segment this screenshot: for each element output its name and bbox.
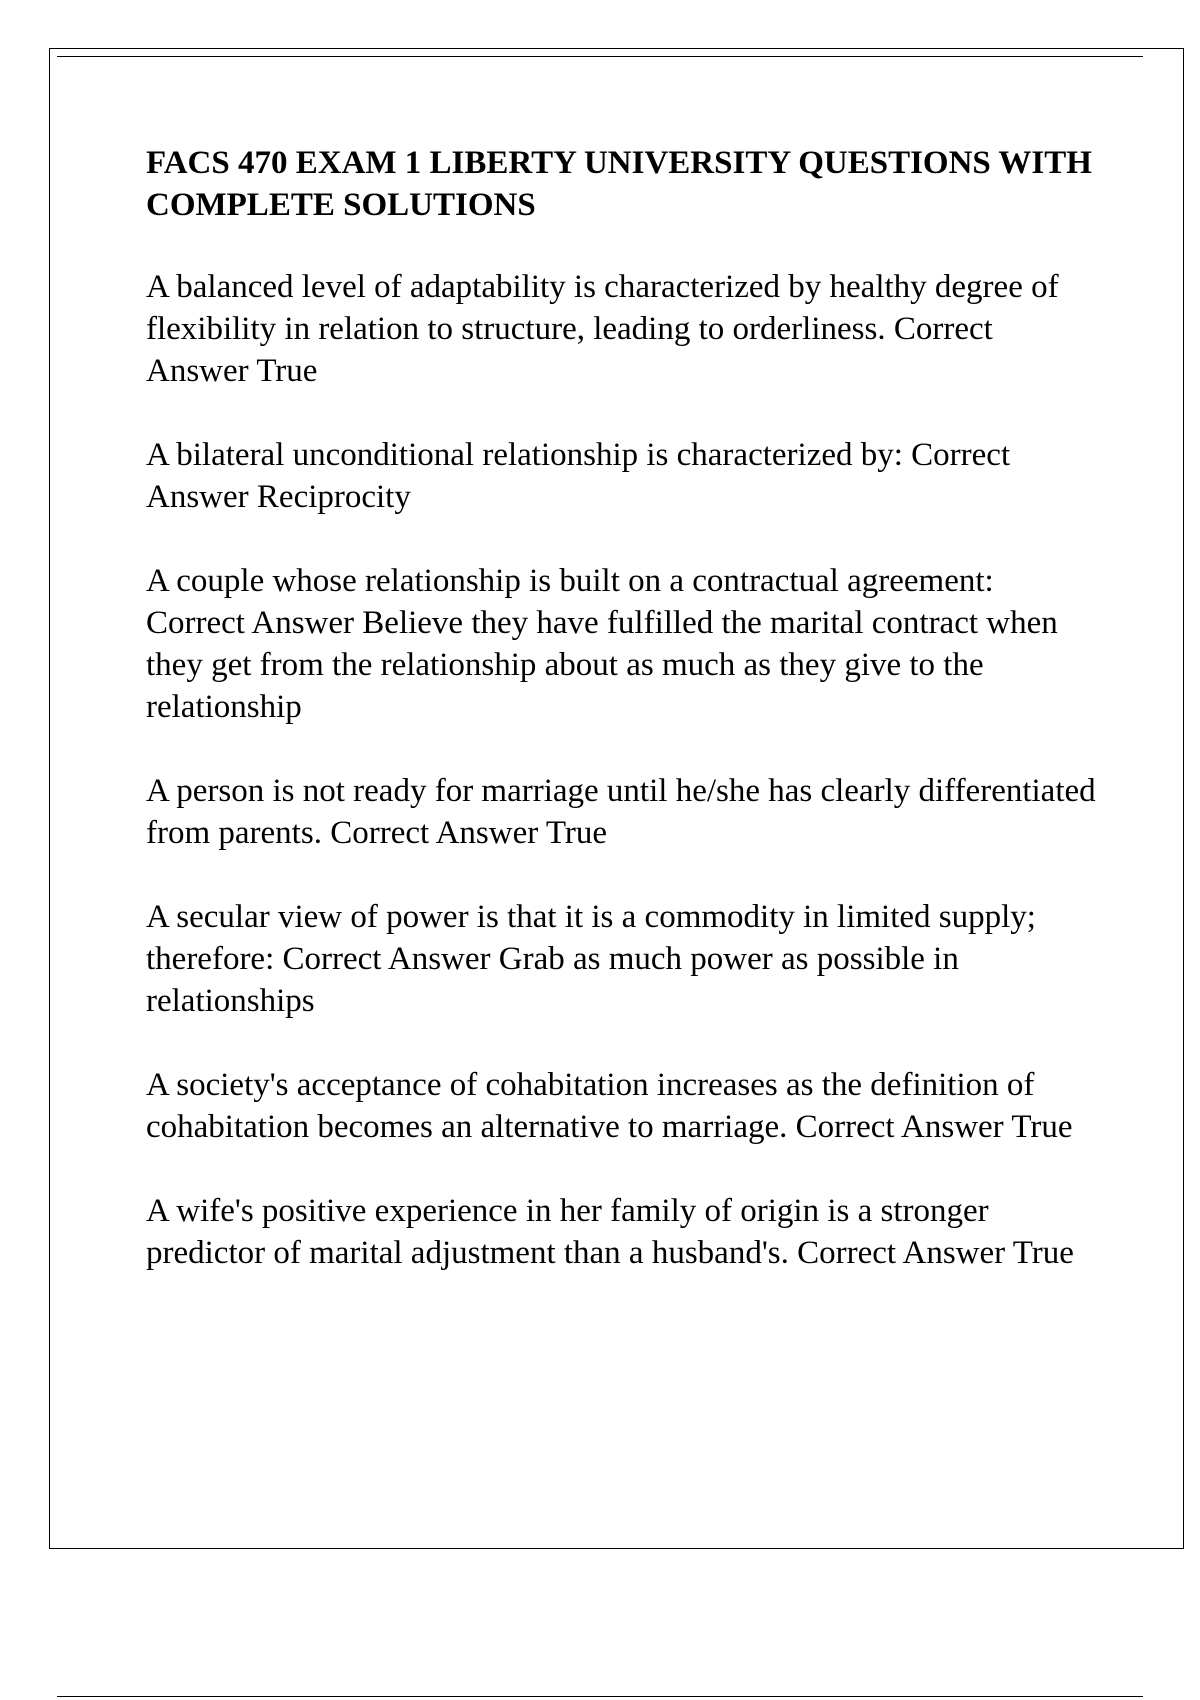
qa-item [146, 896, 1096, 1022]
question-text: A bilateral unconditional relationship is characterized by: [146, 437, 903, 473]
qa-item [146, 1064, 1096, 1148]
answer-text: Reciprocity [256, 479, 411, 515]
bottom-rule [57, 1696, 1143, 1697]
answer-label: Correct Answer [146, 437, 1017, 515]
question-text: A balanced level of adaptability is characterized by healthy degree of flexibility in relation to structure, leading to orderliness. [146, 269, 1067, 347]
qa-item [146, 1190, 1096, 1274]
document-body [146, 142, 1104, 1316]
answer-text: True [545, 815, 608, 851]
answer-label: Correct Answer [795, 1109, 1004, 1145]
answer-label: Correct Answer [146, 311, 1000, 389]
answer-label: Correct Answer [282, 941, 491, 977]
answer-text: True [1012, 1235, 1074, 1271]
qa-item [146, 770, 1104, 854]
qa-item [146, 266, 1096, 392]
top-rule [57, 56, 1143, 57]
question-text: A wife's positive experience in her family of origin is a stronger predictor of marital adjustment than a husband's. [146, 1193, 997, 1271]
question-text: A secular view of power is that it is a commodity in limited supply; therefore: [146, 899, 1045, 977]
answer-text: Grab as much power as possible in relationships [146, 941, 968, 1019]
answer-text: True [1011, 1109, 1073, 1145]
answer-text: Believe they have fulfilled the marital contract when they get from the relationship about as much as they give to the relationship [146, 605, 1066, 725]
qa-item [146, 434, 1096, 518]
answer-label: Correct Answer [146, 605, 355, 641]
answer-label: Correct Answer [330, 815, 539, 851]
question-text: A person is not ready for marriage until he/she has clearly differentiated from parents. [146, 773, 1104, 851]
answer-label: Correct Answer [797, 1235, 1006, 1271]
question-text: A couple whose relationship is built on a contractual agreement: [146, 563, 994, 599]
question-text: A society's acceptance of cohabitation increases as the definition of cohabitation becomes an alternative to marriage. [146, 1067, 1043, 1145]
document-title: FACS 470 EXAM 1 LIBERTY UNIVERSITY QUESTIONS WITH COMPLETE SOLUTIONS [146, 145, 1092, 223]
answer-text: True [256, 353, 318, 389]
qa-item [146, 560, 1096, 728]
